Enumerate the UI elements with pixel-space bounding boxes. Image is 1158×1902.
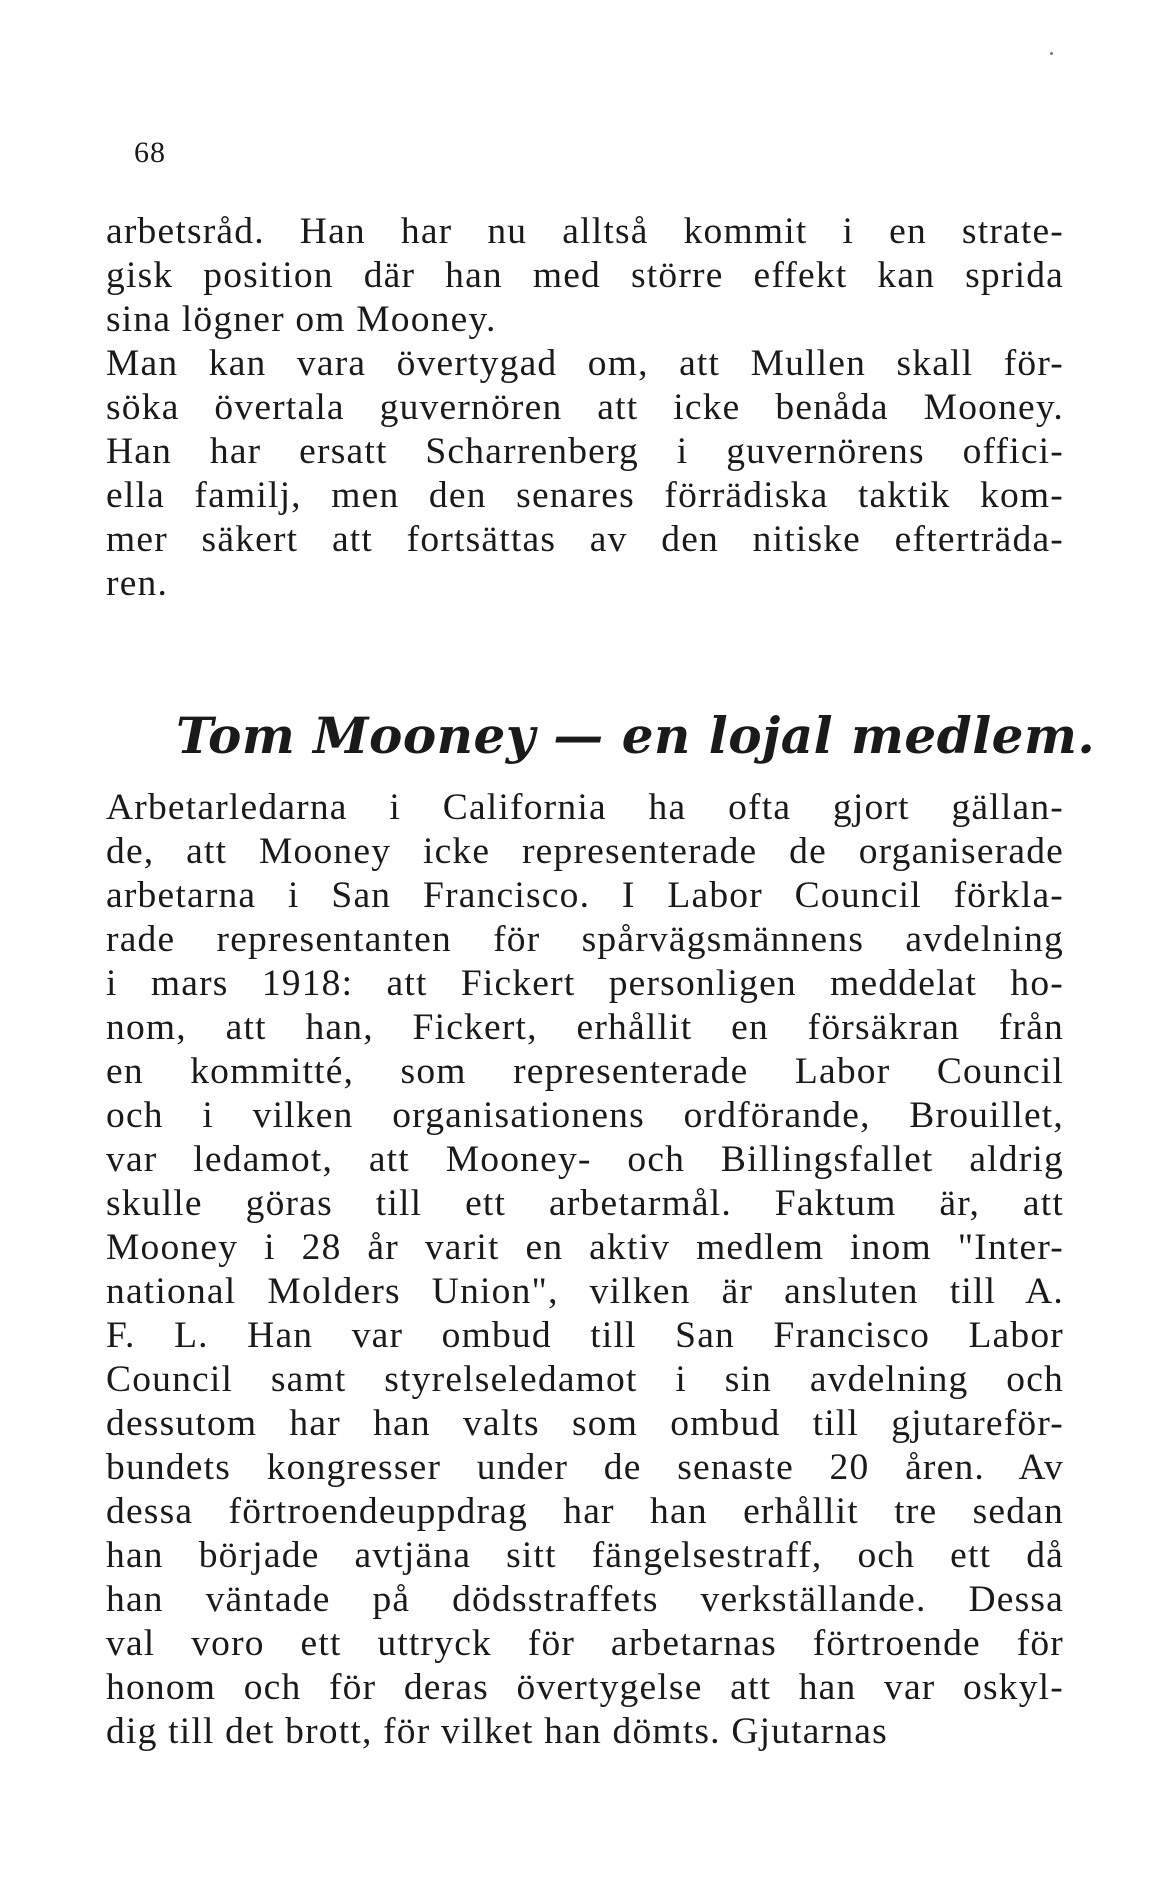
- section-heading: Tom Mooney — en lojal medlem.: [176, 706, 1096, 765]
- text-line: dig till det brott, för vilket han dömts. Gjutarnas: [106, 1711, 888, 1752]
- text-line: bundets kongresser under de senaste 20 åren. Av: [106, 1447, 1064, 1488]
- text-line: Mooney i 28 år varit en aktiv medlem inom "Inter-: [106, 1227, 1064, 1268]
- text-line: honom och för deras övertygelse att han var oskyl-: [106, 1667, 1064, 1708]
- text-line: dessutom har han valts som ombud till gjutareför-: [106, 1403, 1064, 1444]
- paper-speck: [1050, 52, 1053, 55]
- text-line: en kommitté, som representerade Labor Council: [106, 1051, 1064, 1092]
- page-number: 68: [134, 136, 166, 169]
- text-line: han väntade på dödsstraffets verkställande. Dessa: [106, 1579, 1064, 1620]
- text-line: var ledamot, att Mooney- och Billingsfallet aldrig: [106, 1139, 1064, 1180]
- text-line: arbetarna i San Francisco. I Labor Council förkla-: [106, 875, 1064, 916]
- text-line: mer säkert att fortsättas av den nitiske efterträda-: [106, 519, 1064, 560]
- text-line: dessa förtroendeuppdrag har han erhållit tre sedan: [106, 1491, 1064, 1532]
- paragraph-1: [106, 210, 1064, 606]
- text-line: gisk position där han med större effekt kan sprida: [106, 255, 1064, 296]
- text-line: rade representanten för spårvägsmännens avdelning: [106, 919, 1064, 960]
- text-line: ren.: [106, 563, 169, 604]
- text-line: sina lögner om Mooney.: [106, 299, 497, 340]
- text-line: Council samt styrelseledamot i sin avdelning och: [106, 1359, 1064, 1400]
- text-line: val voro ett uttryck för arbetarnas förtroende för: [106, 1623, 1064, 1664]
- text-line: söka övertala guvernören att icke benåda Mooney.: [106, 387, 1064, 428]
- text-line: Man kan vara övertygad om, att Mullen skall för-: [106, 343, 1064, 384]
- text-line: Han har ersatt Scharrenberg i guvernörens offici-: [106, 431, 1064, 472]
- text-line: F. L. Han var ombud till San Francisco Labor: [106, 1315, 1064, 1356]
- paragraph-2: [106, 786, 1064, 1754]
- text-line: arbetsråd. Han har nu alltså kommit i en strate-: [106, 211, 1064, 252]
- text-line: national Molders Union", vilken är ansluten till A.: [106, 1271, 1064, 1312]
- text-line: han började avtjäna sitt fängelsestraff, och ett då: [106, 1535, 1064, 1576]
- text-line: i mars 1918: att Fickert personligen meddelat ho-: [106, 963, 1064, 1004]
- text-line: de, att Mooney icke representerade de organiserade: [106, 831, 1064, 872]
- text-line: Arbetarledarna i California ha ofta gjort gällan-: [106, 787, 1064, 828]
- text-line: skulle göras till ett arbetarmål. Faktum är, att: [106, 1183, 1064, 1224]
- text-line: och i vilken organisationens ordförande, Brouillet,: [106, 1095, 1064, 1136]
- text-line: nom, att han, Fickert, erhållit en försäkran från: [106, 1007, 1064, 1048]
- text-line: ella familj, men den senares förrädiska taktik kom-: [106, 475, 1064, 516]
